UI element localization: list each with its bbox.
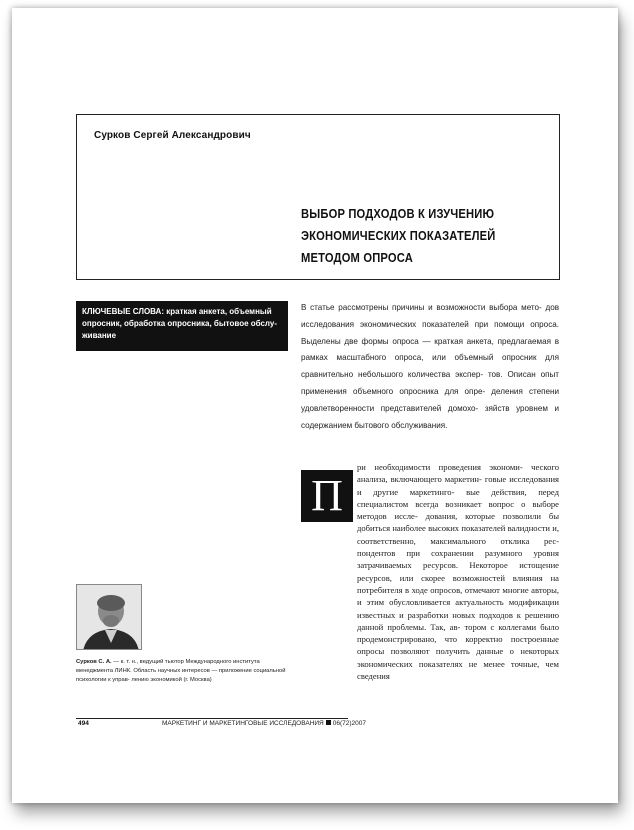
journal-name: МАРКЕТИНГ И МАРКЕТИНГОВЫЕ ИССЛЕДОВАНИЯ [162,720,324,727]
keywords-text: краткая анкета, объемный опросник, обработка опросника, бытовое обслу- живание [82,307,278,340]
author-portrait-icon [76,584,142,650]
journal-footer [162,720,366,727]
footer-rule [76,718,348,719]
journal-issue: 06(72)2007 [332,720,367,727]
keywords-box [76,301,288,351]
abstract: В статье рассмотрены причины и возможности выбора мето- дов исследования экономических показателей при помощи опроса. Выделены две формы опроса — краткая анкета, предлагаемая в рамках масштабного опроса, или объемный опросник для сравнительно небольшого количества экспер- тов. Описан опыт применения объемного опросника для опре- деления степени удовлетворенности представителей домохо- зяйств уровнем и содержанием бытового обслуживания. [301,303,559,430]
author-name: Сурков Сергей Александрович [94,130,251,141]
bio-text: — к. т. н., ведущий тьютор Международного института менеджмента ЛИНК. Область научных интересов — приложение социальной психологии к управ- лению экономикой (г. Москва) [76,659,286,683]
dropcap-letter: П [301,470,353,522]
journal-page [12,8,618,803]
article-header [76,114,560,280]
keywords-label: КЛЮЧЕВЫЕ СЛОВА: [82,307,164,316]
bio-name: Сурков С. А. [76,659,112,665]
square-icon [326,720,331,725]
body-text: ри необходимости проведения экономи- ческого анализа, включающего маркетин- говые исследования и другие маркетинго- вые действия, перед специалистом всегда возникает вопрос о выборе методов иссле- дования, которые позволили бы добиться наиболее высоких показателей валидности и, соответственно, максимального отклика рес- пондентов при сохранении разумного уровня затрачиваемых ресурсов. Некоторое истощение ресурсов, или скорее возможностей влияния на потребителя в ходе опросов, отмечают многие авторы, и этим обусловливается актуальность модификации известных и разработки новых подходов к решению данной проблемы. Так, ав- тором с коллегами было продемонстрировано, что корректно построенные опросы позволяют получить данные о некоторых экономических показателях не менее точные, чем сведения [357,462,559,682]
article-title [301,203,516,269]
title-line: МЕТОДОМ ОПРОСА [301,250,413,265]
author-bio [76,658,288,685]
title-line: ЭКОНОМИЧЕСКИХ ПОКАЗАТЕЛЕЙ [301,228,496,243]
title-line: ВЫБОР ПОДХОДОВ К ИЗУЧЕНИЮ [301,206,495,221]
page-number: 494 [78,720,89,727]
